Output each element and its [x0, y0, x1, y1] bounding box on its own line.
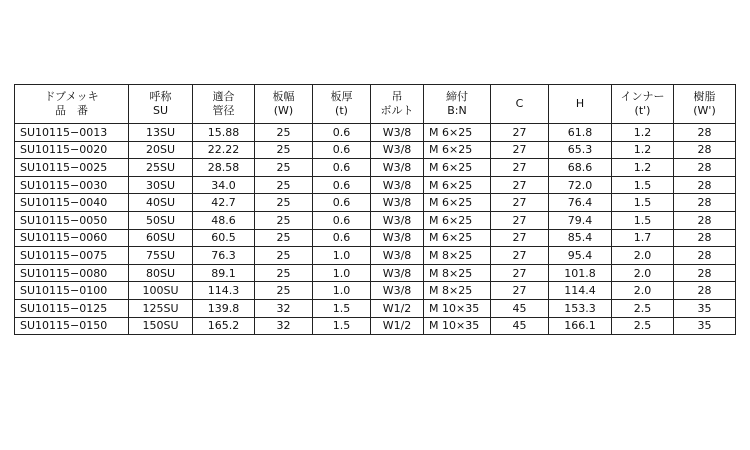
- header-row: [15, 85, 736, 124]
- table-row: [15, 159, 736, 177]
- cell-resin: 28: [674, 211, 736, 229]
- cell-inner: 2.0: [612, 282, 674, 300]
- cell-hanging-bolt: W1/2: [371, 317, 424, 335]
- cell-fastening: M 6×25: [424, 194, 491, 212]
- cell-resin: 35: [674, 317, 736, 335]
- cell-nominal: 13SU: [129, 124, 193, 142]
- table-row: [15, 282, 736, 300]
- cell-inner: 2.0: [612, 247, 674, 265]
- cell-hanging-bolt: W3/8: [371, 176, 424, 194]
- cell-plate-width: 25: [255, 247, 313, 265]
- cell-nominal: 125SU: [129, 299, 193, 317]
- cell-h: 85.4: [549, 229, 612, 247]
- cell-plate-thickness: 0.6: [313, 159, 371, 177]
- cell-resin: 28: [674, 124, 736, 142]
- cell-fastening: M 6×25: [424, 229, 491, 247]
- cell-plate-width: 25: [255, 141, 313, 159]
- cell-c: 27: [491, 247, 549, 265]
- cell-inner: 2.5: [612, 317, 674, 335]
- cell-c: 27: [491, 211, 549, 229]
- cell-hanging-bolt: W3/8: [371, 229, 424, 247]
- cell-pipe-diameter: 48.6: [193, 211, 255, 229]
- cell-fastening: M 8×25: [424, 264, 491, 282]
- cell-inner: 1.5: [612, 194, 674, 212]
- table-row: [15, 247, 736, 265]
- cell-resin: 28: [674, 141, 736, 159]
- cell-h: 95.4: [549, 247, 612, 265]
- cell-fastening: M 6×25: [424, 159, 491, 177]
- cell-h: 101.8: [549, 264, 612, 282]
- cell-plate-width: 25: [255, 229, 313, 247]
- cell-plate-thickness: 1.5: [313, 299, 371, 317]
- cell-fastening: M 10×35: [424, 299, 491, 317]
- cell-c: 45: [491, 299, 549, 317]
- spec-table: [14, 84, 736, 335]
- cell-plate-width: 25: [255, 282, 313, 300]
- cell-c: 27: [491, 282, 549, 300]
- header-resin: 樹脂 (W'): [674, 85, 736, 124]
- table-row: [15, 124, 736, 142]
- cell-h: 166.1: [549, 317, 612, 335]
- cell-part-number: SU10115−0080: [15, 264, 129, 282]
- cell-part-number: SU10115−0013: [15, 124, 129, 142]
- cell-nominal: 25SU: [129, 159, 193, 177]
- cell-nominal: 20SU: [129, 141, 193, 159]
- cell-plate-thickness: 0.6: [313, 124, 371, 142]
- table-body: [15, 124, 736, 335]
- cell-pipe-diameter: 60.5: [193, 229, 255, 247]
- cell-h: 68.6: [549, 159, 612, 177]
- cell-fastening: M 8×25: [424, 247, 491, 265]
- header-c: C: [491, 85, 549, 124]
- cell-plate-width: 25: [255, 159, 313, 177]
- table-row: [15, 194, 736, 212]
- cell-plate-thickness: 1.5: [313, 317, 371, 335]
- cell-plate-width: 25: [255, 124, 313, 142]
- cell-nominal: 50SU: [129, 211, 193, 229]
- cell-nominal: 150SU: [129, 317, 193, 335]
- cell-fastening: M 8×25: [424, 282, 491, 300]
- cell-fastening: M 6×25: [424, 124, 491, 142]
- cell-inner: 1.2: [612, 141, 674, 159]
- cell-fastening: M 10×35: [424, 317, 491, 335]
- cell-nominal: 40SU: [129, 194, 193, 212]
- cell-h: 72.0: [549, 176, 612, 194]
- cell-part-number: SU10115−0050: [15, 211, 129, 229]
- cell-c: 27: [491, 159, 549, 177]
- cell-plate-width: 25: [255, 264, 313, 282]
- cell-plate-thickness: 0.6: [313, 194, 371, 212]
- cell-pipe-diameter: 15.88: [193, 124, 255, 142]
- cell-nominal: 60SU: [129, 229, 193, 247]
- header-nominal: 呼称 SU: [129, 85, 193, 124]
- header-inner: インナー (t'): [612, 85, 674, 124]
- cell-plate-width: 32: [255, 299, 313, 317]
- cell-plate-width: 25: [255, 211, 313, 229]
- cell-inner: 1.2: [612, 124, 674, 142]
- cell-pipe-diameter: 114.3: [193, 282, 255, 300]
- cell-h: 114.4: [549, 282, 612, 300]
- cell-resin: 28: [674, 229, 736, 247]
- cell-c: 45: [491, 317, 549, 335]
- cell-resin: 35: [674, 299, 736, 317]
- cell-plate-thickness: 1.0: [313, 264, 371, 282]
- cell-fastening: M 6×25: [424, 176, 491, 194]
- cell-part-number: SU10115−0030: [15, 176, 129, 194]
- cell-resin: 28: [674, 194, 736, 212]
- cell-nominal: 80SU: [129, 264, 193, 282]
- cell-hanging-bolt: W3/8: [371, 194, 424, 212]
- cell-resin: 28: [674, 282, 736, 300]
- cell-c: 27: [491, 229, 549, 247]
- cell-hanging-bolt: W3/8: [371, 211, 424, 229]
- cell-resin: 28: [674, 264, 736, 282]
- cell-hanging-bolt: W3/8: [371, 159, 424, 177]
- cell-c: 27: [491, 176, 549, 194]
- header-h: H: [549, 85, 612, 124]
- cell-pipe-diameter: 76.3: [193, 247, 255, 265]
- cell-fastening: M 6×25: [424, 141, 491, 159]
- table-row: [15, 299, 736, 317]
- cell-pipe-diameter: 89.1: [193, 264, 255, 282]
- cell-plate-width: 25: [255, 176, 313, 194]
- cell-plate-thickness: 0.6: [313, 141, 371, 159]
- header-plate-thickness: 板厚 (t): [313, 85, 371, 124]
- cell-pipe-diameter: 139.8: [193, 299, 255, 317]
- cell-h: 61.8: [549, 124, 612, 142]
- cell-resin: 28: [674, 159, 736, 177]
- table-row: [15, 264, 736, 282]
- table-row: [15, 141, 736, 159]
- cell-h: 153.3: [549, 299, 612, 317]
- cell-hanging-bolt: W3/8: [371, 264, 424, 282]
- table-row: [15, 229, 736, 247]
- cell-nominal: 75SU: [129, 247, 193, 265]
- cell-inner: 1.7: [612, 229, 674, 247]
- cell-plate-thickness: 1.0: [313, 247, 371, 265]
- header-part-number: ドブメッキ 品 番: [15, 85, 129, 124]
- cell-part-number: SU10115−0060: [15, 229, 129, 247]
- cell-fastening: M 6×25: [424, 211, 491, 229]
- cell-pipe-diameter: 165.2: [193, 317, 255, 335]
- cell-part-number: SU10115−0025: [15, 159, 129, 177]
- table-row: [15, 176, 736, 194]
- cell-plate-width: 32: [255, 317, 313, 335]
- cell-part-number: SU10115−0150: [15, 317, 129, 335]
- cell-part-number: SU10115−0075: [15, 247, 129, 265]
- cell-hanging-bolt: W1/2: [371, 299, 424, 317]
- cell-pipe-diameter: 42.7: [193, 194, 255, 212]
- header-fastening: 締付 B:N: [424, 85, 491, 124]
- cell-hanging-bolt: W3/8: [371, 124, 424, 142]
- cell-inner: 1.2: [612, 159, 674, 177]
- cell-resin: 28: [674, 176, 736, 194]
- cell-inner: 2.5: [612, 299, 674, 317]
- cell-part-number: SU10115−0040: [15, 194, 129, 212]
- cell-plate-thickness: 0.6: [313, 176, 371, 194]
- cell-h: 79.4: [549, 211, 612, 229]
- cell-part-number: SU10115−0125: [15, 299, 129, 317]
- cell-part-number: SU10115−0020: [15, 141, 129, 159]
- cell-hanging-bolt: W3/8: [371, 141, 424, 159]
- cell-nominal: 30SU: [129, 176, 193, 194]
- cell-pipe-diameter: 28.58: [193, 159, 255, 177]
- cell-hanging-bolt: W3/8: [371, 282, 424, 300]
- cell-plate-thickness: 0.6: [313, 229, 371, 247]
- table-row: [15, 317, 736, 335]
- cell-c: 27: [491, 194, 549, 212]
- cell-plate-thickness: 0.6: [313, 211, 371, 229]
- cell-c: 27: [491, 264, 549, 282]
- cell-inner: 2.0: [612, 264, 674, 282]
- header-plate-width: 板幅 (W): [255, 85, 313, 124]
- cell-h: 65.3: [549, 141, 612, 159]
- cell-plate-thickness: 1.0: [313, 282, 371, 300]
- cell-c: 27: [491, 141, 549, 159]
- cell-pipe-diameter: 34.0: [193, 176, 255, 194]
- cell-resin: 28: [674, 247, 736, 265]
- header-hanging-bolt: 吊 ボルト: [371, 85, 424, 124]
- cell-hanging-bolt: W3/8: [371, 247, 424, 265]
- cell-inner: 1.5: [612, 211, 674, 229]
- cell-nominal: 100SU: [129, 282, 193, 300]
- header-pipe-diameter: 適合 管径: [193, 85, 255, 124]
- cell-inner: 1.5: [612, 176, 674, 194]
- cell-plate-width: 25: [255, 194, 313, 212]
- cell-c: 27: [491, 124, 549, 142]
- table-row: [15, 211, 736, 229]
- cell-part-number: SU10115−0100: [15, 282, 129, 300]
- cell-h: 76.4: [549, 194, 612, 212]
- cell-pipe-diameter: 22.22: [193, 141, 255, 159]
